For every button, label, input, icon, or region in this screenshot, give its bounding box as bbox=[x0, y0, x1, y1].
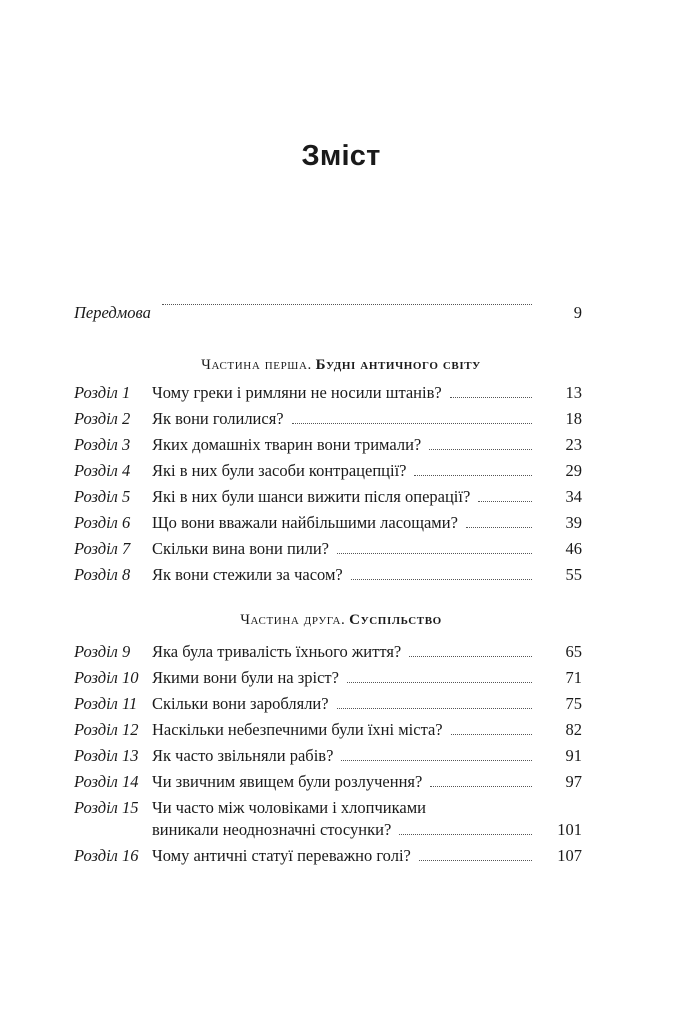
entry-title-line bbox=[152, 513, 532, 533]
entry-title-line bbox=[152, 487, 532, 507]
entry-title: Як вони стежили за часом? bbox=[152, 565, 343, 584]
dot-leader bbox=[419, 859, 532, 861]
entry-title: Скільки вина вони пили? bbox=[152, 539, 329, 558]
part-lead: Частина друга. bbox=[240, 612, 346, 628]
entry-title-line bbox=[152, 846, 532, 866]
entry-title: Як часто звільняли рабів? bbox=[152, 746, 334, 765]
part-lead: Частина перша. bbox=[201, 357, 312, 373]
entry-page-number: 18 bbox=[565, 409, 582, 428]
entry-label: Розділ 3 bbox=[74, 435, 131, 454]
entry-title: Які в них були засоби контрацепції? bbox=[152, 461, 407, 480]
entry-title: Як вони голилися? bbox=[152, 409, 284, 428]
entry-label: Розділ 1 bbox=[74, 383, 131, 402]
entry-label: Передмова bbox=[74, 303, 151, 322]
entry-title-line bbox=[152, 720, 532, 740]
entry-title-line bbox=[152, 461, 532, 481]
entry-title: Якими вони були на зріст? bbox=[152, 668, 339, 687]
entry-title-line bbox=[152, 642, 532, 662]
dot-leader bbox=[450, 396, 532, 398]
entry-label: Розділ 11 bbox=[74, 694, 138, 713]
entry-label: Розділ 12 bbox=[74, 720, 139, 739]
dot-leader bbox=[414, 474, 532, 476]
entry-title: Скільки вони заробляли? bbox=[152, 694, 329, 713]
entry-page-number: 97 bbox=[565, 772, 582, 791]
entry-page-number: 9 bbox=[573, 303, 582, 322]
entry-title-line bbox=[152, 435, 532, 455]
entry-title-line bbox=[162, 303, 532, 310]
dot-leader bbox=[337, 552, 532, 554]
entry-page-number: 23 bbox=[565, 435, 582, 454]
entry-label: Розділ 13 bbox=[74, 746, 139, 765]
entry-page-number: 46 bbox=[565, 539, 582, 558]
toc-entry[interactable] bbox=[74, 798, 582, 842]
dot-leader bbox=[351, 578, 532, 580]
entry-page-number: 107 bbox=[557, 846, 582, 865]
entry-title: Чому античні статуї переважно голі? bbox=[152, 846, 411, 865]
entry-page-number: 29 bbox=[565, 461, 582, 480]
entry-label: Розділ 5 bbox=[74, 487, 131, 506]
part-name: Суспільство bbox=[349, 612, 442, 628]
entry-title-line-1: Чи часто між чоловіками і хлопчиками bbox=[152, 798, 426, 817]
entry-label: Розділ 10 bbox=[74, 668, 139, 687]
entry-label: Розділ 16 bbox=[74, 846, 139, 865]
entry-label: Розділ 8 bbox=[74, 565, 131, 584]
entry-page-number: 91 bbox=[565, 746, 582, 765]
dot-leader bbox=[347, 681, 532, 683]
entry-title-line bbox=[152, 772, 532, 792]
entry-page-number: 55 bbox=[565, 565, 582, 584]
part-heading-1 bbox=[0, 355, 682, 375]
dot-leader bbox=[430, 785, 532, 787]
dot-leader bbox=[409, 655, 532, 657]
entry-page-number: 82 bbox=[565, 720, 582, 739]
entry-page-number: 71 bbox=[565, 668, 582, 687]
entry-label: Розділ 14 bbox=[74, 772, 139, 791]
entry-title-line bbox=[152, 694, 532, 714]
entry-title: Що вони вважали найбільшими ласощами? bbox=[152, 513, 458, 532]
entry-label: Розділ 2 bbox=[74, 409, 131, 428]
dot-leader bbox=[292, 422, 532, 424]
entry-page-number: 39 bbox=[565, 513, 582, 532]
dot-leader bbox=[466, 526, 532, 528]
entry-title: Яка була тривалість їхнього життя? bbox=[152, 642, 402, 661]
entry-page-number: 65 bbox=[565, 642, 582, 661]
dot-leader bbox=[341, 759, 532, 761]
entry-title-line bbox=[152, 820, 532, 840]
entry-page-number: 101 bbox=[557, 820, 582, 839]
entry-label: Розділ 4 bbox=[74, 461, 131, 480]
entry-title: Які в них були шанси вижити після операції? bbox=[152, 487, 471, 506]
entry-title: Яких домашніх тварин вони тримали? bbox=[152, 435, 422, 454]
dot-leader bbox=[399, 833, 532, 835]
entry-label: Розділ 9 bbox=[74, 642, 131, 661]
dot-leader bbox=[451, 733, 532, 735]
entry-title-line bbox=[152, 383, 532, 403]
entry-page-number: 34 bbox=[565, 487, 582, 506]
entry-page-number: 13 bbox=[565, 383, 582, 402]
entry-title-line bbox=[152, 746, 532, 766]
entry-page-number: 75 bbox=[565, 694, 582, 713]
entry-label: Розділ 6 bbox=[74, 513, 131, 532]
dot-leader bbox=[429, 448, 532, 450]
dot-leader bbox=[162, 303, 532, 305]
page-title: Зміст bbox=[301, 140, 381, 172]
entry-title-line-2: виникали неоднозначні стосунки? bbox=[152, 820, 392, 839]
dot-leader bbox=[478, 500, 532, 502]
entry-title-line bbox=[152, 565, 532, 585]
entry-label: Розділ 7 bbox=[74, 539, 131, 558]
entry-label: Розділ 15 bbox=[74, 798, 139, 817]
part-name: Будні античного світу bbox=[315, 357, 481, 373]
entry-title: Чи звичним явищем були розлучення? bbox=[152, 772, 423, 791]
entry-title-line bbox=[152, 539, 532, 559]
entry-title: Наскільки небезпечними були їхні міста? bbox=[152, 720, 443, 739]
entry-title-line bbox=[152, 668, 532, 688]
entry-title: Чому греки і римляни не носили штанів? bbox=[152, 383, 442, 402]
part-heading-2 bbox=[0, 610, 682, 630]
dot-leader bbox=[337, 707, 532, 709]
entry-title-line bbox=[152, 409, 532, 429]
entry-title-line bbox=[152, 798, 532, 818]
